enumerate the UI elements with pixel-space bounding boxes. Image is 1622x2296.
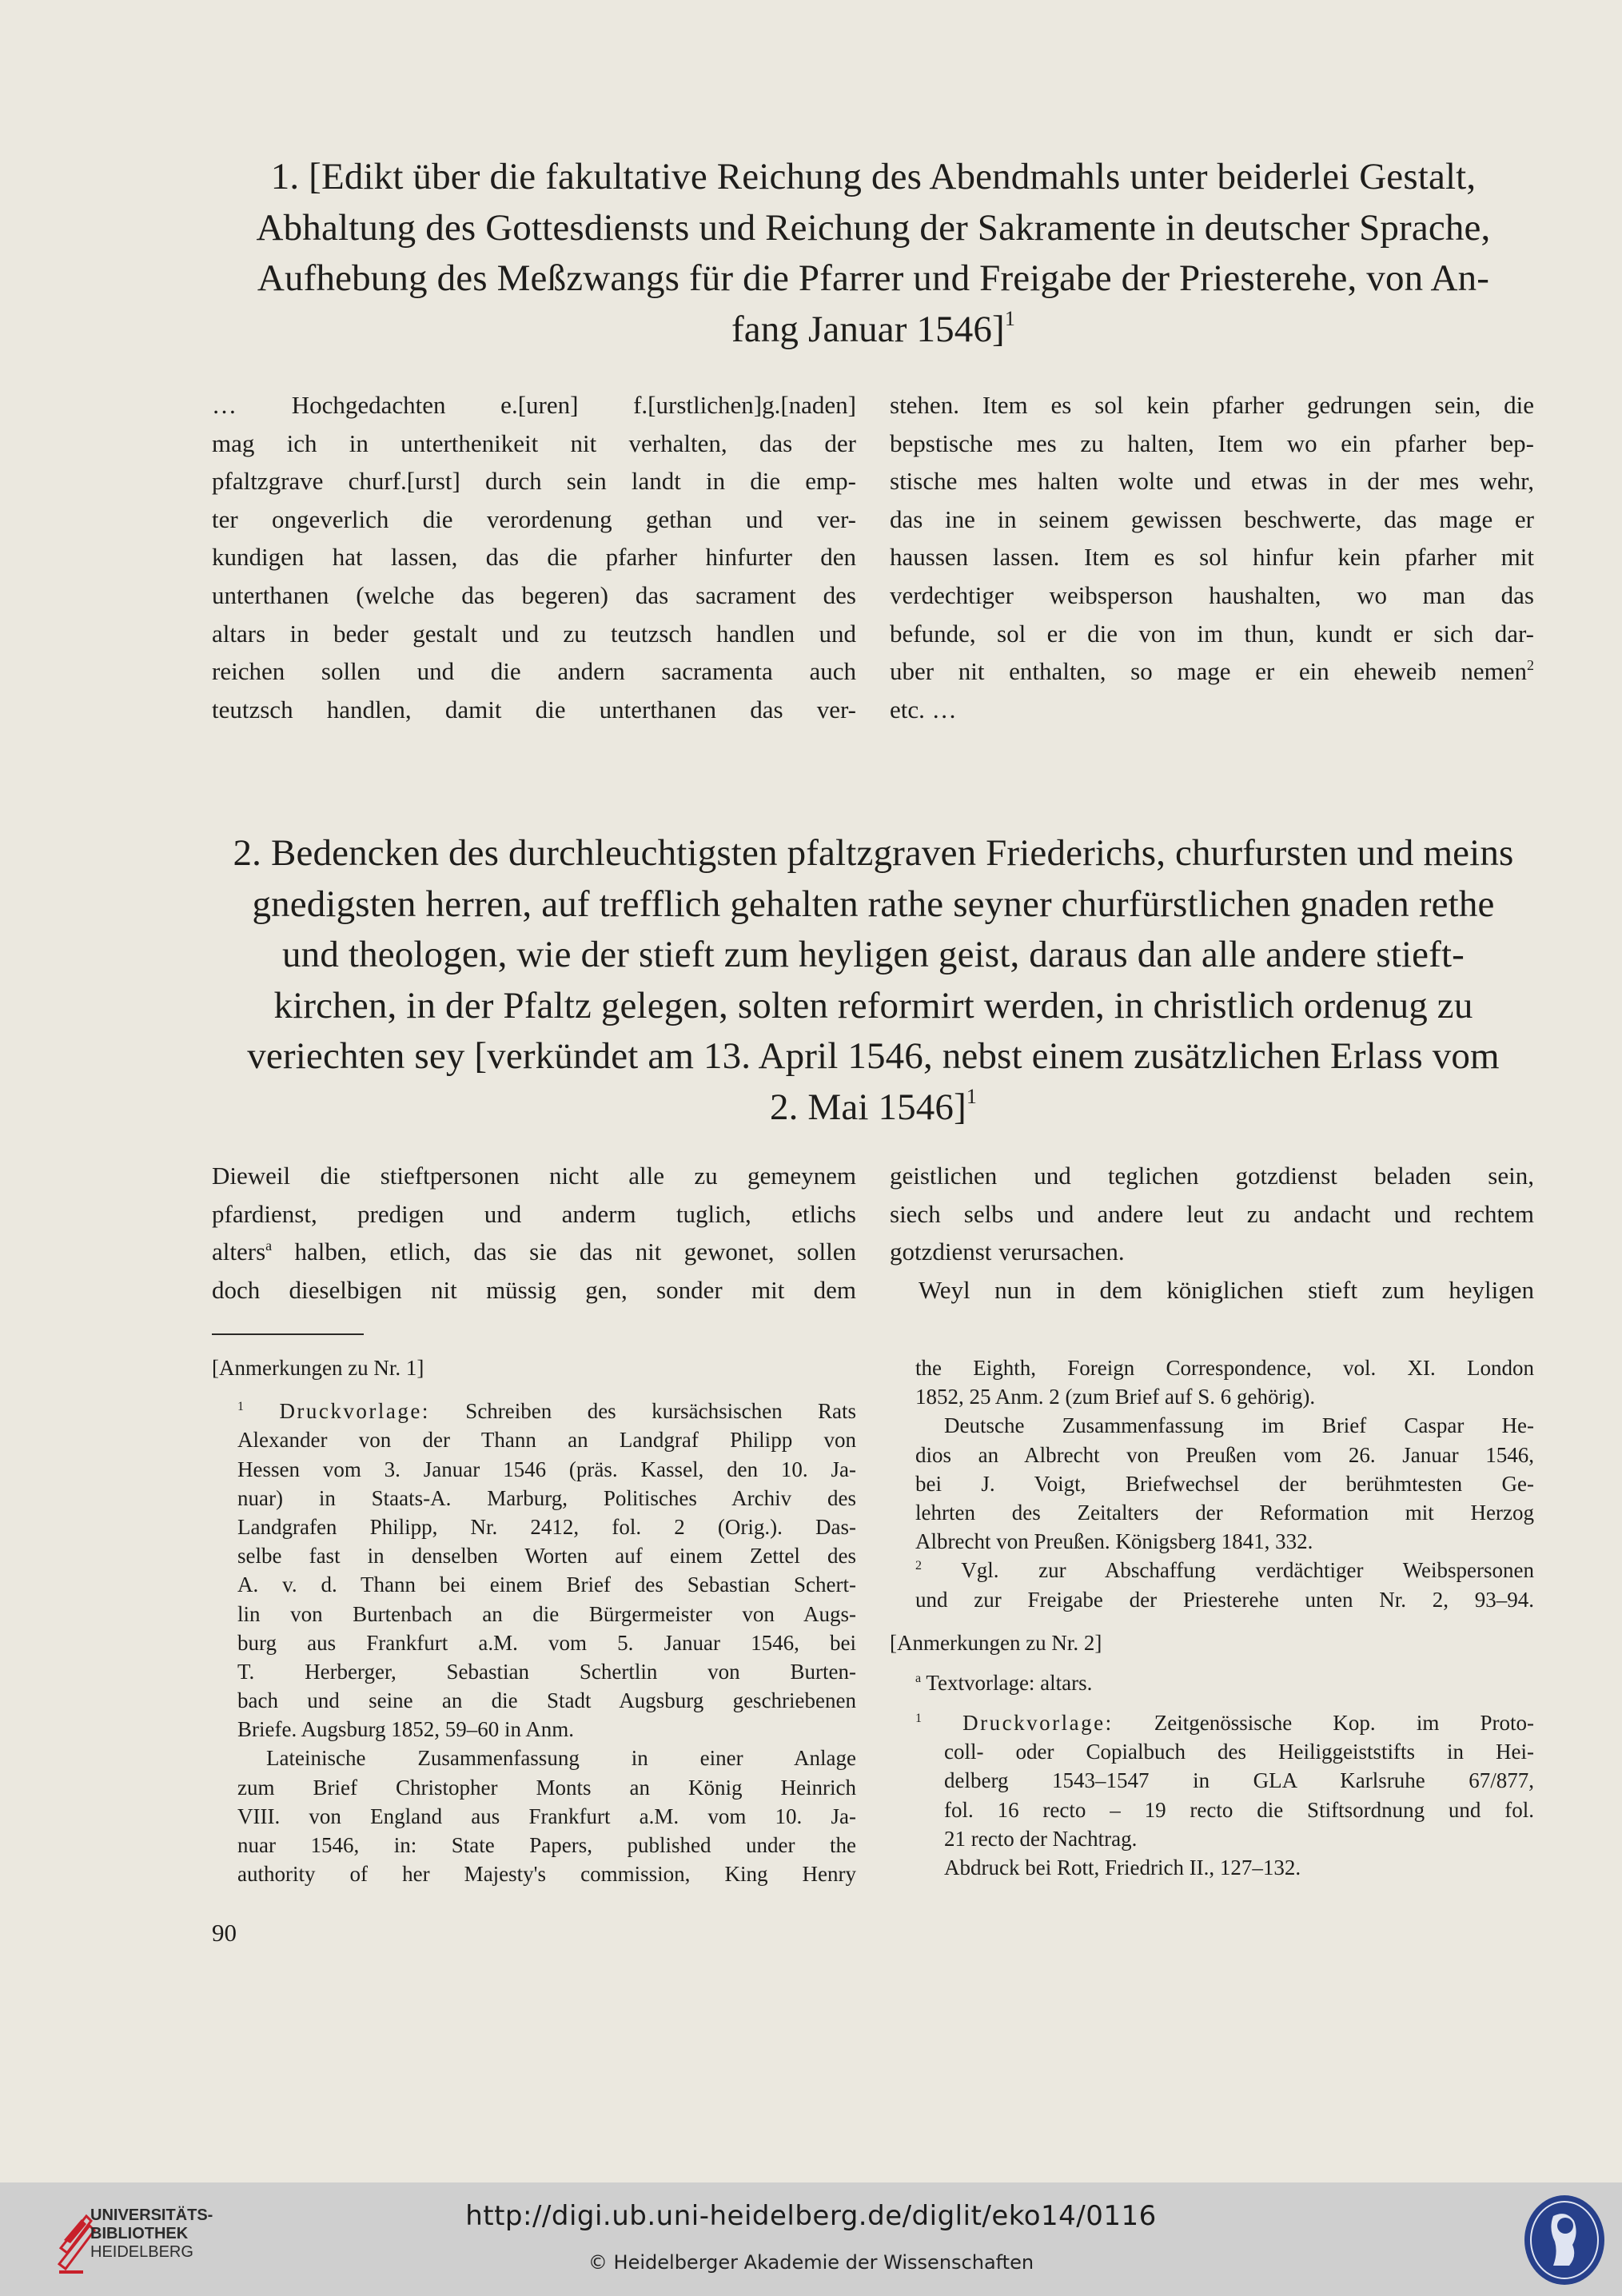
note-line: [890, 1668, 1534, 1697]
footnote-mark: 2: [915, 1559, 922, 1573]
heading-line: kirchen, in der Pfaltz gelegen, solten reformirt werden, in christlich ordenug zu: [273, 984, 1473, 1026]
notes-header: [Anmerkungen zu Nr. 2]: [890, 1630, 1102, 1655]
institution-line: BIBLIOTHEK: [90, 2225, 189, 2242]
heading-line: 1. [Edikt über die fakultative Reichung des Abendmahls unter beiderlei Gestalt,: [270, 156, 1477, 197]
permalink-url[interactable]: http://digi.ub.uni-heidelberg.de/diglit/eko14/0116: [465, 2200, 1157, 2232]
note-line: 21 recto der Nachtrag.: [944, 1826, 1138, 1851]
note-line: lehrten des Zeitalters der Reformation mit Herzog: [915, 1500, 1534, 1525]
academy-seal-icon: [1521, 2192, 1608, 2288]
text-line: reichen sollen und die andern sacramenta auch: [212, 657, 856, 686]
footnote-ref: 1: [966, 1084, 978, 1108]
text-line: doch dieselbigen nit müssig gen, sonder mit dem: [212, 1275, 856, 1304]
note-line: coll- oder Copialbuch des Heiliggeiststifts in Hei-: [944, 1740, 1534, 1764]
note-line: fol. 16 recto – 19 recto die Stiftsordnung und fol.: [944, 1797, 1534, 1822]
note-line: lin von Burtenbach an die Bürgermeister von Augs-: [237, 1601, 856, 1626]
text-line: ter ongeverlich die verordenung gethan und ver-: [212, 504, 856, 533]
page-number: 90: [212, 1919, 237, 1947]
text-line: [890, 652, 1534, 691]
text-line: etc. …: [890, 695, 957, 723]
footnote-ref: 1: [1004, 306, 1016, 330]
heading-line: Aufhebung des Meßzwangs für die Pfarrer und Freigabe der Priesterehe, von An-: [257, 257, 1490, 299]
note-line: the Eighth, Foreign Correspondence, vol. XI. London: [915, 1356, 1534, 1380]
note-line: authority of her Majesty's commission, King Henry: [237, 1862, 856, 1887]
note-label: Druckvorlage:: [962, 1711, 1114, 1736]
text: alters: [212, 1238, 266, 1266]
text-line: stehen. Item es sol kein pfarher gedrungen sein, die: [890, 391, 1534, 419]
note-line: [212, 1397, 856, 1425]
note-line: Deutsche Zusammenfassung im Brief Caspar He-: [944, 1413, 1534, 1438]
footnotes-left: [212, 1353, 856, 1888]
text-line: haussen lassen. Item es sol hinfur kein pfarher mit: [890, 543, 1534, 572]
text-line: Dieweil die stieftpersonen nicht alle zu gemeynem: [212, 1162, 856, 1190]
note-line: bach und seine an die Stadt Augsburg geschriebenen: [237, 1688, 856, 1713]
footnote-divider: [212, 1333, 364, 1335]
note-line: [890, 1708, 1534, 1737]
text-line: verdechtiger weibsperson haushalten, wo man das: [890, 580, 1534, 609]
text-line: siech selbs und andere leut zu andacht und rechtem: [890, 1199, 1534, 1228]
heading-text: fang Januar 1546]: [731, 308, 1005, 350]
note-text: Schreiben des kursächsischen Rats: [429, 1399, 857, 1424]
spacer: [890, 1657, 1534, 1668]
note-line: dios an Albrecht von Preußen vom 26. Januar 1546,: [915, 1442, 1534, 1467]
note-line: delberg 1543–1547 in GLA Karlsruhe 67/877,: [944, 1768, 1534, 1793]
text-line: stische mes halten wolte und etwas in der mes wehr,: [890, 467, 1534, 496]
heading-line: veriechten sey [verkündet am 13. April 1546, nebst einem zusätzlichen Erlass vom: [247, 1035, 1500, 1077]
text-line: altars in beder gestalt und zu teutzsch handlen und: [212, 619, 856, 648]
heading-line: [212, 1082, 1535, 1134]
textual-note-ref: a: [265, 1238, 273, 1254]
text-line: bepstische mes zu halten, Item wo ein pfarher bep-: [890, 429, 1534, 457]
heading-line: gnedigsten herren, auf trefflich gehalten rathe seyner churfürstlichen gnaden rethe: [252, 883, 1495, 925]
note-line: A. v. d. Thann bei einem Brief des Sebastian Schert-: [237, 1573, 856, 1597]
footnote-mark: 1: [237, 1400, 244, 1414]
text-line: gotzdienst verursachen.: [890, 1238, 1125, 1266]
text: halben, etlich, das sie das nit gewonet, sollen: [272, 1238, 856, 1266]
text-line: befunde, sol er die von im thun, kundt er sich dar-: [890, 619, 1534, 648]
text-line: das ine in seinem gewissen beschwerte, das mage er: [890, 504, 1534, 533]
heading-line: [212, 305, 1535, 356]
heading-line: 2. Bedencken des durchleuchtigsten pfaltzgraven Friederichs, churfursten und meins: [233, 832, 1514, 874]
note-line: burg aus Frankfurt a.M. vom 5. Januar 1546, bei: [237, 1630, 856, 1655]
note-line: nuar) in Staats-A. Marburg, Politisches Archiv des: [237, 1485, 856, 1510]
heading-line: Abhaltung des Gottesdiensts und Reichung der Sakramente in deutscher Sprache,: [256, 206, 1491, 249]
note-label: Druckvorlage:: [279, 1399, 430, 1424]
text-line: kundigen hat lassen, das die pfarher hinfurter den: [212, 543, 856, 572]
text-line: pfardienst, predigen und anderm tuglich, etlichs: [212, 1199, 856, 1228]
institution-line: HEIDELBERG: [90, 2243, 193, 2261]
note-line: Landgrafen Philipp, Nr. 2412, fol. 2 (Orig.). Das-: [237, 1514, 856, 1539]
text-line: … Hochgedachten e.[uren] f.[urstlichen]g.[naden]: [212, 391, 856, 419]
section-1-left-column: [212, 386, 856, 728]
text-line: unterthanen (welche das begeren) das sacrament des: [212, 580, 856, 609]
note-line: zum Brief Christopher Monts an König Heinrich: [237, 1775, 856, 1800]
section-2-left-column: [212, 1157, 856, 1309]
text: uber nit enthalten, so mage er ein eheweib nemen: [890, 657, 1527, 686]
text-line: geistlichen und teglichen gotzdienst beladen sein,: [890, 1162, 1534, 1190]
note-line: VIII. von England aus Frankfurt a.M. vom 10. Ja-: [237, 1804, 856, 1828]
section-1-heading: [212, 152, 1535, 355]
note-line: 1852, 25 Anm. 2 (zum Brief auf S. 6 gehörig).: [915, 1385, 1316, 1409]
spacer: [212, 1382, 856, 1397]
note-line: Albrecht von Preußen. Königsberg 1841, 332.: [915, 1529, 1313, 1554]
section-1-right-column: [890, 386, 1534, 728]
note-line: T. Herberger, Sebastian Schertlin von Burten-: [237, 1659, 856, 1684]
text-line: mag ich in unterthenikeit nit verhalten, das der: [212, 429, 856, 457]
text-line: Weyl nun in dem königlichen stieft zum heyligen: [919, 1275, 1534, 1304]
footnotes-right: [890, 1353, 1534, 1882]
note-line: Briefe. Augsburg 1852, 59–60 in Anm.: [237, 1717, 574, 1742]
copyright-notice: © Heidelberger Akademie der Wissenschaften: [588, 2251, 1034, 2274]
section-2-right-column: [890, 1157, 1534, 1309]
note-line: und zur Freigabe der Priesterehe unten Nr. 2, 93–94.: [915, 1587, 1534, 1612]
note-line: nuar 1546, in: State Papers, published under the: [237, 1833, 856, 1857]
text-line: teutzsch handlen, damit die unterthanen das ver-: [212, 695, 856, 723]
note-line: [890, 1556, 1534, 1584]
section-2-heading: [212, 828, 1535, 1133]
notes-header: [Anmerkungen zu Nr. 1]: [212, 1356, 424, 1380]
footnote-mark: 1: [915, 1712, 922, 1726]
note-text: Vgl. zur Abschaffung verdächtiger Weibspersonen: [922, 1558, 1534, 1583]
spacer: [890, 1614, 1534, 1628]
note-line: Lateinische Zusammenfassung in einer Anlage: [266, 1746, 856, 1771]
note-line: selbe fast in denselben Worten auf einem Zettel des: [237, 1544, 856, 1569]
footnote-mark: a: [915, 1671, 922, 1685]
note-line: Alexander von der Thann an Landgraf Philipp von: [237, 1428, 856, 1453]
heading-line: und theologen, wie der stieft zum heyligen geist, daraus dan alle andere stieft-: [282, 934, 1465, 975]
note-line: Hessen vom 3. Januar 1546 (präs. Kassel, den 10. Ja-: [237, 1457, 856, 1481]
text-line: pfaltzgrave churf.[urst] durch sein landt in die emp-: [212, 467, 856, 496]
spacer: [890, 1697, 1534, 1708]
note-text: Textvorlage: altars.: [921, 1670, 1093, 1695]
institution-line: UNIVERSITÄTS-: [90, 2206, 213, 2224]
note-line: bei J. Voigt, Briefwechsel der berühmtesten Ge-: [915, 1471, 1534, 1496]
note-text: Zeitgenössische Kop. im Proto-: [1113, 1711, 1534, 1736]
text-line: [212, 1233, 856, 1271]
heading-text: 2. Mai 1546]: [769, 1086, 966, 1128]
footnote-ref: 2: [1527, 657, 1534, 674]
note-line: Abdruck bei Rott, Friedrich II., 127–132.: [944, 1856, 1301, 1879]
